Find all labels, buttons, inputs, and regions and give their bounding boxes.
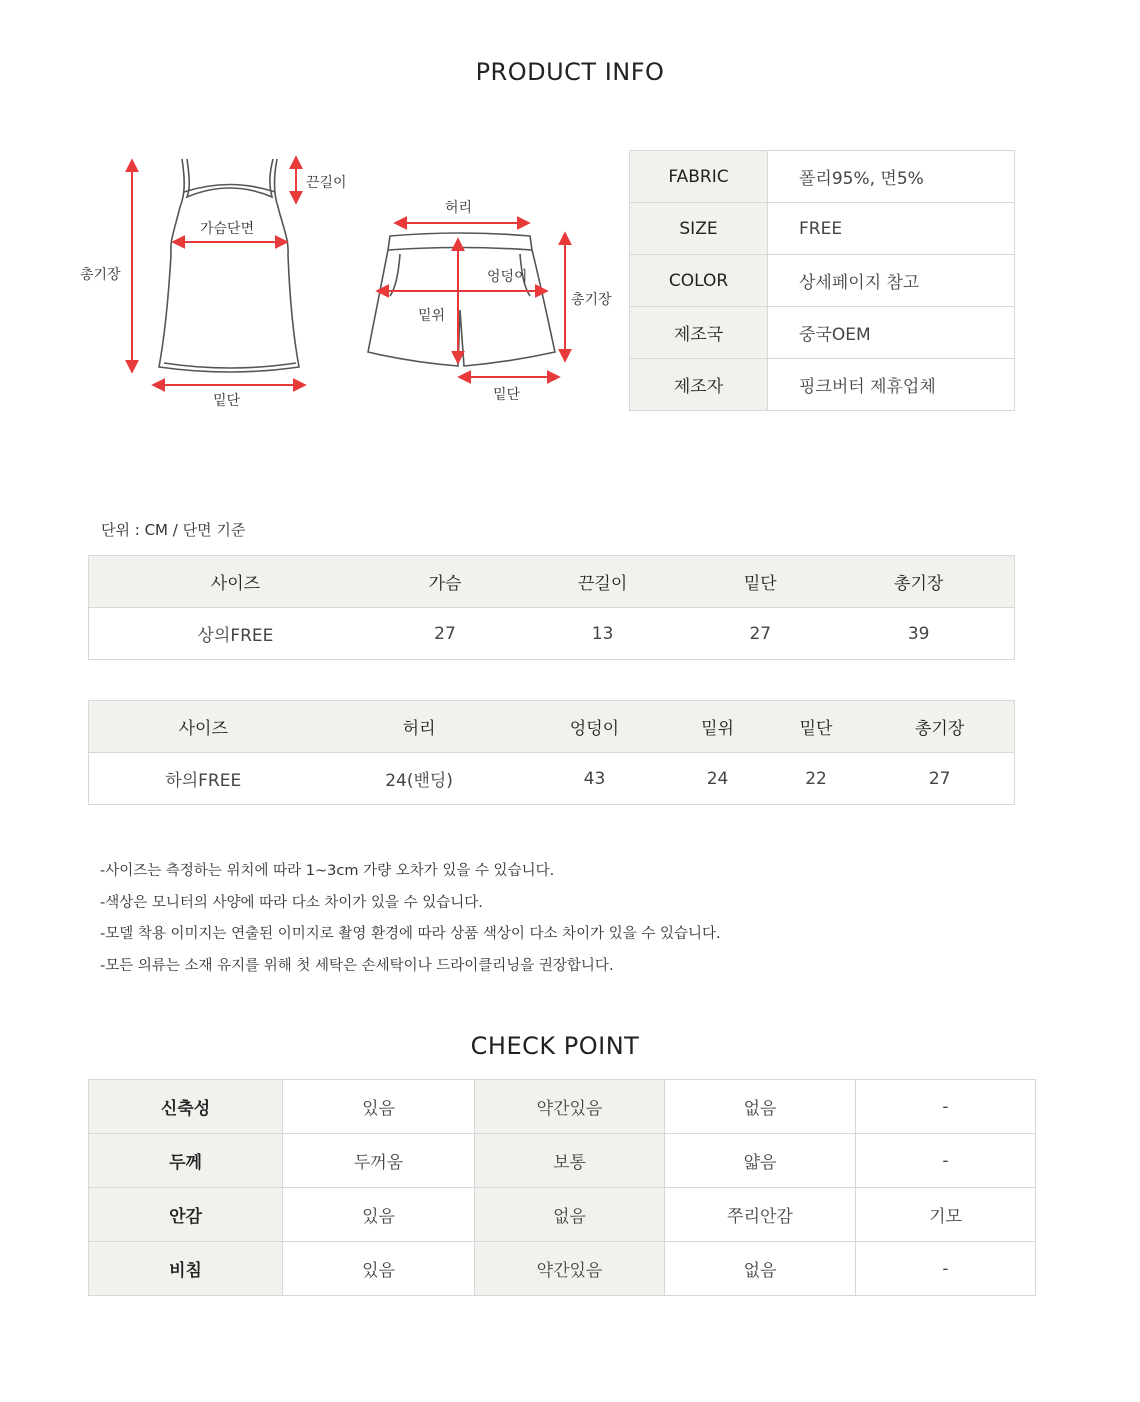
check-option: 있음 [283,1188,475,1242]
shorts-hem-label: 밑단 [493,387,521,403]
check-row [89,1080,1036,1134]
product-info-table [629,150,1015,411]
check-row-label: 안감 [89,1188,283,1242]
size-table-top [88,555,1015,660]
size-table-bottom [88,700,1015,805]
check-option: 보통 [475,1134,665,1188]
info-value: 상세페이지 참고 [768,255,1015,307]
info-row [630,307,1015,359]
size-cell: 27 [697,608,823,660]
size-header-cell: 총기장 [865,701,1014,753]
shorts-waist-label: 허리 [445,200,473,216]
check-option: 없음 [475,1188,665,1242]
unit-note: 단위 : CM / 단면 기준 [101,521,246,539]
notes [100,856,721,982]
note-line: -모델 착용 이미지는 연출된 이미지로 촬영 환경에 따라 상품 색상이 다소 차이가 있을 수 있습니다. [100,926,721,942]
size-header-cell: 밑단 [697,556,823,608]
check-option: 얇음 [665,1134,856,1188]
size-cell: 27 [865,753,1014,805]
size-header-cell: 가슴 [382,556,508,608]
size-cell: 27 [382,608,508,660]
check-row [89,1134,1036,1188]
size-cell: 43 [521,753,669,805]
info-key: 제조자 [630,359,768,411]
check-option: 있음 [283,1080,475,1134]
check-option: 약간있음 [475,1242,665,1296]
size-cell: 22 [767,753,865,805]
check-option: 쭈리안감 [665,1188,856,1242]
info-row [630,255,1015,307]
product-info-title: PRODUCT INFO [475,58,665,86]
size-header-cell: 총기장 [823,556,1014,608]
info-row [630,151,1015,203]
size-cell: 하의FREE [89,753,318,805]
check-row [89,1188,1036,1242]
note-line: -모든 의류는 소재 유지를 위해 첫 세탁은 손세탁이나 드라이클리닝을 권장합니다. [100,957,614,974]
check-option: - [856,1134,1036,1188]
size-header-cell: 엉덩이 [521,701,669,753]
note-line: -색상은 모니터의 사양에 따라 다소 차이가 있을 수 있습니다. [100,894,483,911]
shorts-hip-label: 엉덩이 [487,269,528,285]
check-row [89,1242,1036,1296]
check-option: 없음 [665,1242,856,1296]
shorts-diagram [360,190,620,415]
check-point-table [88,1079,1036,1296]
check-row-label: 신축성 [89,1080,283,1134]
size-cell: 13 [508,608,697,660]
check-option: 없음 [665,1080,856,1134]
check-option: - [856,1080,1036,1134]
info-row [630,203,1015,255]
size-header-cell: 사이즈 [89,556,382,608]
check-row-label: 비침 [89,1242,283,1296]
check-option: 두꺼움 [283,1134,475,1188]
note-line: -사이즈는 측정하는 위치에 따라 1~3cm 가량 오차가 있을 수 있습니다. [100,863,555,879]
top-length-label: 총기장 [80,267,121,283]
check-option: 기모 [856,1188,1036,1242]
info-key: SIZE [630,203,768,255]
size-row [89,753,1015,805]
size-row [89,608,1015,660]
info-value: 핑크버터 제휴업체 [768,359,1015,411]
check-option: 있음 [283,1242,475,1296]
info-value: 중국OEM [768,307,1015,359]
top-hem-label: 밑단 [213,393,241,409]
top-garment-diagram [70,145,347,415]
size-cell: 상의FREE [89,608,382,660]
info-key: COLOR [630,255,768,307]
size-header-cell: 허리 [318,701,521,753]
size-header-cell: 밑단 [767,701,865,753]
size-header-row [89,556,1015,608]
info-key: FABRIC [630,151,768,203]
info-value: FREE [768,203,1015,255]
info-row [630,359,1015,411]
top-strap-label: 끈길이 [306,175,347,191]
check-point-title: CHECK POINT [470,1032,640,1060]
size-header-cell: 사이즈 [89,701,318,753]
size-header-row [89,701,1015,753]
info-value: 폴리95%, 면5% [768,151,1015,203]
shorts-rise-label: 밑위 [418,308,446,324]
size-cell: 24(밴딩) [318,753,521,805]
check-row-label: 두께 [89,1134,283,1188]
shorts-length-label: 총기장 [571,292,612,308]
info-key: 제조국 [630,307,768,359]
check-option: 약간있음 [475,1080,665,1134]
size-header-cell: 밑위 [668,701,766,753]
check-option: - [856,1242,1036,1296]
size-cell: 39 [823,608,1014,660]
size-header-cell: 끈길이 [508,556,697,608]
size-cell: 24 [668,753,766,805]
top-chest-label: 가슴단면 [200,221,255,237]
